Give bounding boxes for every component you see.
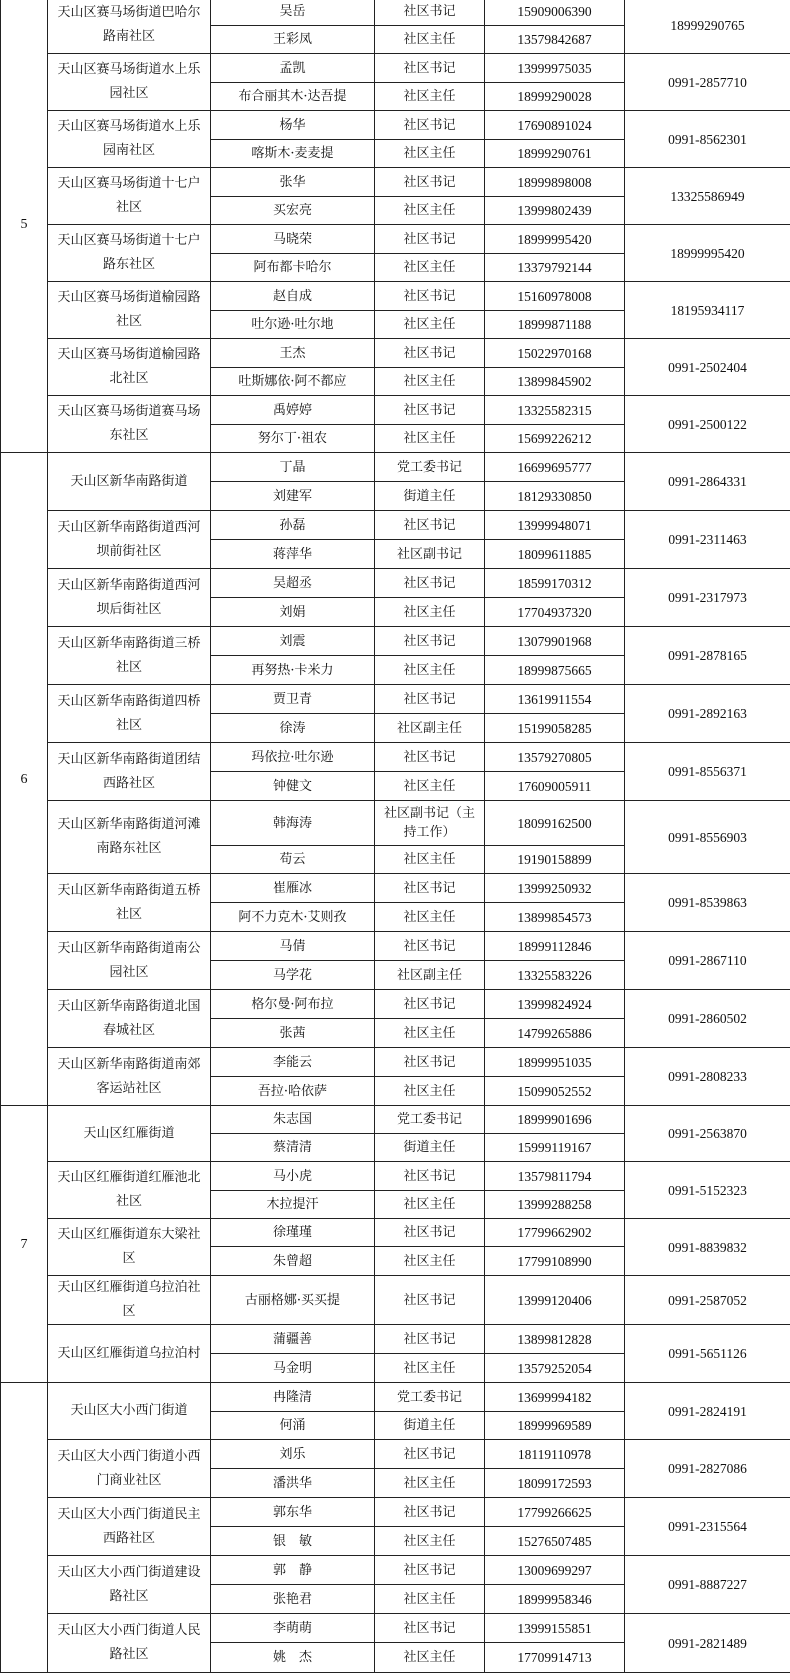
mobile-number: 15199058285	[485, 714, 625, 743]
person-name: 孟凯	[211, 54, 375, 83]
table-row	[1, 1498, 790, 1527]
person-name: 蔡清清	[211, 1134, 375, 1162]
mobile-number: 13999155851	[485, 1614, 625, 1643]
unit-name: 天山区新华南路街道团结西路社区	[48, 743, 211, 801]
person-name: 徐瑾瑾	[211, 1219, 375, 1247]
unit-name: 天山区新华南路街道	[48, 453, 211, 511]
person-title: 社区主任	[375, 1527, 485, 1556]
office-phone: 0991-2892163	[625, 685, 790, 743]
table-row	[1, 1276, 790, 1325]
person-name: 银 敏	[211, 1527, 375, 1556]
person-name: 孙磊	[211, 511, 375, 540]
mobile-number: 18999969589	[485, 1412, 625, 1440]
person-name: 杨华	[211, 111, 375, 140]
table-row	[1, 1106, 790, 1134]
office-phone: 0991-2827086	[625, 1440, 790, 1498]
mobile-number: 17609005911	[485, 772, 625, 801]
office-phone: 0991-2563870	[625, 1106, 790, 1162]
mobile-number: 17709914713	[485, 1643, 625, 1673]
mobile-number: 13899812828	[485, 1325, 625, 1354]
person-title: 社区书记	[375, 396, 485, 425]
person-title: 社区书记	[375, 54, 485, 83]
person-title: 街道主任	[375, 1412, 485, 1440]
unit-name: 天山区新华南路街道四桥社区	[48, 685, 211, 743]
office-phone: 0991-8556371	[625, 743, 790, 801]
person-name: 贾卫青	[211, 685, 375, 714]
table-row	[1, 1383, 790, 1412]
table-row	[1, 874, 790, 903]
group-index	[1, 1383, 48, 1673]
office-phone: 0991-2857710	[625, 54, 790, 111]
person-title: 社区主任	[375, 1019, 485, 1048]
person-title: 社区副主任	[375, 714, 485, 743]
unit-name: 天山区赛马场街道巴哈尔路南社区	[48, 0, 211, 54]
group-index: 5	[1, 0, 48, 453]
person-name: 苟云	[211, 846, 375, 874]
unit-name: 天山区大小西门街道建设路社区	[48, 1556, 211, 1614]
person-name: 吴岳	[211, 0, 375, 26]
table-row	[1, 1440, 790, 1469]
mobile-number: 18099172593	[485, 1469, 625, 1498]
mobile-number: 18099611885	[485, 540, 625, 569]
person-title: 社区主任	[375, 83, 485, 111]
person-name: 古丽格娜·买买提	[211, 1276, 375, 1325]
person-title: 社区书记	[375, 225, 485, 254]
table-row	[1, 1048, 790, 1077]
mobile-number: 17799266625	[485, 1498, 625, 1527]
mobile-number: 13999288258	[485, 1191, 625, 1219]
mobile-number: 19190158899	[485, 846, 625, 874]
person-title: 社区书记	[375, 743, 485, 772]
mobile-number: 14799265886	[485, 1019, 625, 1048]
person-name: 徐涛	[211, 714, 375, 743]
person-title: 社区主任	[375, 772, 485, 801]
person-title: 街道主任	[375, 482, 485, 511]
person-name: 王彩凤	[211, 26, 375, 54]
office-phone: 0991-2587052	[625, 1276, 790, 1325]
person-title: 社区主任	[375, 197, 485, 225]
person-title: 社区主任	[375, 1354, 485, 1383]
person-title: 社区书记	[375, 1219, 485, 1247]
mobile-number: 13999824924	[485, 990, 625, 1019]
mobile-number: 13325582315	[485, 396, 625, 425]
table-row	[1, 339, 790, 368]
person-title: 社区书记	[375, 874, 485, 903]
unit-name: 天山区红雁街道	[48, 1106, 211, 1162]
person-name: 马学花	[211, 961, 375, 990]
person-name: 玛依拉·吐尔逊	[211, 743, 375, 772]
unit-name: 天山区赛马场街道榆园路社区	[48, 282, 211, 339]
group-index: 7	[1, 1106, 48, 1383]
person-name: 王杰	[211, 339, 375, 368]
mobile-number: 18119110978	[485, 1440, 625, 1469]
person-title: 社区书记	[375, 1325, 485, 1354]
table-row	[1, 0, 790, 26]
person-name: 刘建军	[211, 482, 375, 511]
person-title: 社区副主任	[375, 961, 485, 990]
person-name: 马小虎	[211, 1162, 375, 1191]
person-title: 党工委书记	[375, 1106, 485, 1134]
mobile-number: 15699226212	[485, 425, 625, 453]
person-name: 李萌萌	[211, 1614, 375, 1643]
person-name: 潘洪华	[211, 1469, 375, 1498]
mobile-number: 17704937320	[485, 598, 625, 627]
office-phone: 13325586949	[625, 168, 790, 225]
person-title: 社区主任	[375, 1191, 485, 1219]
person-name: 禹婷婷	[211, 396, 375, 425]
person-name: 崔雁冰	[211, 874, 375, 903]
unit-name: 天山区赛马场街道水上乐园南社区	[48, 111, 211, 168]
person-title: 社区主任	[375, 846, 485, 874]
unit-name: 天山区新华南路街道五桥社区	[48, 874, 211, 932]
unit-name: 天山区新华南路街道西河坝后街社区	[48, 569, 211, 627]
office-phone: 0991-2864331	[625, 453, 790, 511]
office-phone: 0991-2315564	[625, 1498, 790, 1556]
unit-name: 天山区赛马场街道十七户社区	[48, 168, 211, 225]
mobile-number: 18999898008	[485, 168, 625, 197]
person-title: 社区主任	[375, 903, 485, 932]
person-name: 蒲疆善	[211, 1325, 375, 1354]
mobile-number: 15022970168	[485, 339, 625, 368]
person-title: 社区主任	[375, 368, 485, 396]
mobile-number: 18999112846	[485, 932, 625, 961]
person-title: 社区书记	[375, 339, 485, 368]
person-name: 赵自成	[211, 282, 375, 311]
table-row	[1, 225, 790, 254]
mobile-number: 18999951035	[485, 1048, 625, 1077]
unit-name: 天山区大小西门街道民主西路社区	[48, 1498, 211, 1556]
table-row	[1, 168, 790, 197]
unit-name: 天山区赛马场街道榆园路北社区	[48, 339, 211, 396]
table-row	[1, 282, 790, 311]
table-row	[1, 1162, 790, 1191]
person-title: 社区主任	[375, 311, 485, 339]
person-title: 社区书记	[375, 990, 485, 1019]
mobile-number: 18129330850	[485, 482, 625, 511]
unit-name: 天山区大小西门街道	[48, 1383, 211, 1440]
office-phone: 0991-2821489	[625, 1614, 790, 1673]
person-title: 社区主任	[375, 1643, 485, 1673]
mobile-number: 18999871188	[485, 311, 625, 339]
person-title: 社区书记	[375, 1162, 485, 1191]
person-name: 买宏亮	[211, 197, 375, 225]
office-phone: 0991-2824191	[625, 1383, 790, 1440]
person-name: 马倩	[211, 932, 375, 961]
person-name: 郭 静	[211, 1556, 375, 1585]
person-name: 丁晶	[211, 453, 375, 482]
office-phone: 0991-8556903	[625, 801, 790, 874]
mobile-number: 18999290761	[485, 140, 625, 168]
table-row	[1, 54, 790, 83]
table-row	[1, 685, 790, 714]
person-name: 姚 杰	[211, 1643, 375, 1673]
person-title: 社区主任	[375, 1469, 485, 1498]
mobile-number: 17799108990	[485, 1247, 625, 1276]
mobile-number: 18999290028	[485, 83, 625, 111]
table-row	[1, 511, 790, 540]
table-row	[1, 111, 790, 140]
mobile-number: 13325583226	[485, 961, 625, 990]
mobile-number: 13579811794	[485, 1162, 625, 1191]
office-phone: 0991-2311463	[625, 511, 790, 569]
unit-name: 天山区红雁街道乌拉泊村	[48, 1325, 211, 1383]
person-title: 社区书记	[375, 1440, 485, 1469]
mobile-number: 16699695777	[485, 453, 625, 482]
person-name: 朱志国	[211, 1106, 375, 1134]
person-name: 张艳君	[211, 1585, 375, 1614]
unit-name: 天山区赛马场街道赛马场东社区	[48, 396, 211, 453]
mobile-number: 13579842687	[485, 26, 625, 54]
unit-name: 天山区红雁街道红雁池北社区	[48, 1162, 211, 1219]
mobile-number: 18099162500	[485, 801, 625, 846]
person-name: 蒋萍华	[211, 540, 375, 569]
unit-name: 天山区大小西门街道人民路社区	[48, 1614, 211, 1673]
person-title: 社区书记	[375, 111, 485, 140]
person-name: 努尔丁·祖农	[211, 425, 375, 453]
person-title: 社区副书记	[375, 540, 485, 569]
person-name: 张华	[211, 168, 375, 197]
person-name: 再努热·卡米力	[211, 656, 375, 685]
person-name: 马晓荣	[211, 225, 375, 254]
mobile-number: 13899845902	[485, 368, 625, 396]
unit-name: 天山区新华南路街道北国春城社区	[48, 990, 211, 1048]
person-title: 社区书记	[375, 685, 485, 714]
office-phone: 0991-2867110	[625, 932, 790, 990]
person-name: 吐斯娜依·阿不都应	[211, 368, 375, 396]
person-title: 社区主任	[375, 425, 485, 453]
unit-name: 天山区大小西门街道小西门商业社区	[48, 1440, 211, 1498]
person-name: 阿不力克木·艾则孜	[211, 903, 375, 932]
unit-name: 天山区红雁街道乌拉泊社区	[48, 1276, 211, 1325]
unit-name: 天山区新华南路街道南郊客运站社区	[48, 1048, 211, 1106]
mobile-number: 18999995420	[485, 225, 625, 254]
table-row	[1, 932, 790, 961]
unit-name: 天山区红雁街道东大梁社区	[48, 1219, 211, 1276]
person-name: 格尔曼·阿布拉	[211, 990, 375, 1019]
person-title: 党工委书记	[375, 1383, 485, 1412]
table-row	[1, 990, 790, 1019]
person-title: 社区书记	[375, 1498, 485, 1527]
mobile-number: 13999948071	[485, 511, 625, 540]
person-name: 阿布都卡哈尔	[211, 254, 375, 282]
person-title: 社区主任	[375, 656, 485, 685]
person-name: 刘娟	[211, 598, 375, 627]
table-row	[1, 569, 790, 598]
mobile-number: 13379792144	[485, 254, 625, 282]
office-phone: 0991-8887227	[625, 1556, 790, 1614]
office-phone: 18999290765	[625, 0, 790, 54]
mobile-number: 15276507485	[485, 1527, 625, 1556]
person-title: 社区主任	[375, 140, 485, 168]
person-title: 社区书记	[375, 1556, 485, 1585]
person-title: 社区书记	[375, 0, 485, 26]
office-phone: 0991-8839832	[625, 1219, 790, 1276]
person-title: 社区主任	[375, 26, 485, 54]
unit-name: 天山区新华南路街道南公园社区	[48, 932, 211, 990]
mobile-number: 15160978008	[485, 282, 625, 311]
mobile-number: 18999958346	[485, 1585, 625, 1614]
table-row	[1, 801, 790, 846]
office-phone: 0991-5152323	[625, 1162, 790, 1219]
person-name: 吾拉·哈依萨	[211, 1077, 375, 1106]
mobile-number: 13699994182	[485, 1383, 625, 1412]
person-title: 社区主任	[375, 1585, 485, 1614]
office-phone: 0991-2317973	[625, 569, 790, 627]
mobile-number: 18999901696	[485, 1106, 625, 1134]
person-title: 社区书记	[375, 511, 485, 540]
person-name: 李能云	[211, 1048, 375, 1077]
table-row	[1, 396, 790, 425]
person-name: 张茜	[211, 1019, 375, 1048]
table-row	[1, 453, 790, 482]
group-index: 6	[1, 453, 48, 1106]
person-name: 马金明	[211, 1354, 375, 1383]
mobile-number: 17690891024	[485, 111, 625, 140]
office-phone: 0991-8562301	[625, 111, 790, 168]
unit-name: 天山区赛马场街道水上乐园社区	[48, 54, 211, 111]
person-title: 党工委书记	[375, 453, 485, 482]
person-name: 刘乐	[211, 1440, 375, 1469]
unit-name: 天山区赛马场街道十七户路东社区	[48, 225, 211, 282]
person-name: 吐尔逊·吐尔地	[211, 311, 375, 339]
mobile-number: 15909006390	[485, 0, 625, 26]
office-phone: 0991-5651126	[625, 1325, 790, 1383]
unit-name: 天山区新华南路街道三桥社区	[48, 627, 211, 685]
mobile-number: 13999250932	[485, 874, 625, 903]
office-phone: 0991-2500122	[625, 396, 790, 453]
person-title: 社区书记	[375, 1048, 485, 1077]
person-title: 社区书记	[375, 569, 485, 598]
person-name: 吴超丞	[211, 569, 375, 598]
person-name: 何涌	[211, 1412, 375, 1440]
person-title: 社区主任	[375, 598, 485, 627]
table-row	[1, 1614, 790, 1643]
person-title: 社区主任	[375, 254, 485, 282]
person-name: 刘震	[211, 627, 375, 656]
person-title: 社区书记	[375, 282, 485, 311]
mobile-number: 15999119167	[485, 1134, 625, 1162]
person-title: 社区书记	[375, 1276, 485, 1325]
mobile-number: 13999975035	[485, 54, 625, 83]
person-name: 冉隆清	[211, 1383, 375, 1412]
person-name: 布合丽其木·达吾提	[211, 83, 375, 111]
office-phone: 0991-2860502	[625, 990, 790, 1048]
office-phone: 18195934117	[625, 282, 790, 339]
table-row	[1, 743, 790, 772]
person-title: 社区主任	[375, 1247, 485, 1276]
person-title: 社区书记	[375, 168, 485, 197]
person-name: 韩海涛	[211, 801, 375, 846]
mobile-number: 13579252054	[485, 1354, 625, 1383]
mobile-number: 13999120406	[485, 1276, 625, 1325]
person-name: 朱曾超	[211, 1247, 375, 1276]
person-name: 钟健文	[211, 772, 375, 801]
unit-name: 天山区新华南路街道西河坝前街社区	[48, 511, 211, 569]
person-name: 木拉提汗	[211, 1191, 375, 1219]
mobile-number: 18999875665	[485, 656, 625, 685]
office-phone: 0991-2878165	[625, 627, 790, 685]
person-name: 喀斯木·麦麦提	[211, 140, 375, 168]
mobile-number: 13009699297	[485, 1556, 625, 1585]
mobile-number: 13079901968	[485, 627, 625, 656]
unit-name: 天山区新华南路街道河滩南路东社区	[48, 801, 211, 874]
office-phone: 18999995420	[625, 225, 790, 282]
person-title: 社区主任	[375, 1077, 485, 1106]
table-row	[1, 1325, 790, 1354]
mobile-number: 15099052552	[485, 1077, 625, 1106]
mobile-number: 13579270805	[485, 743, 625, 772]
mobile-number: 13619911554	[485, 685, 625, 714]
person-title: 社区书记	[375, 1614, 485, 1643]
table-row	[1, 1219, 790, 1247]
person-name: 郭东华	[211, 1498, 375, 1527]
office-phone: 0991-8539863	[625, 874, 790, 932]
mobile-number: 13999802439	[485, 197, 625, 225]
person-title: 社区书记	[375, 932, 485, 961]
office-phone: 0991-2808233	[625, 1048, 790, 1106]
table-row	[1, 627, 790, 656]
person-title: 社区书记	[375, 627, 485, 656]
mobile-number: 17799662902	[485, 1219, 625, 1247]
office-phone: 0991-2502404	[625, 339, 790, 396]
person-title: 社区副书记（主持工作）	[375, 801, 485, 846]
mobile-number: 18599170312	[485, 569, 625, 598]
mobile-number: 13899854573	[485, 903, 625, 932]
table-row	[1, 1556, 790, 1585]
person-title: 街道主任	[375, 1134, 485, 1162]
